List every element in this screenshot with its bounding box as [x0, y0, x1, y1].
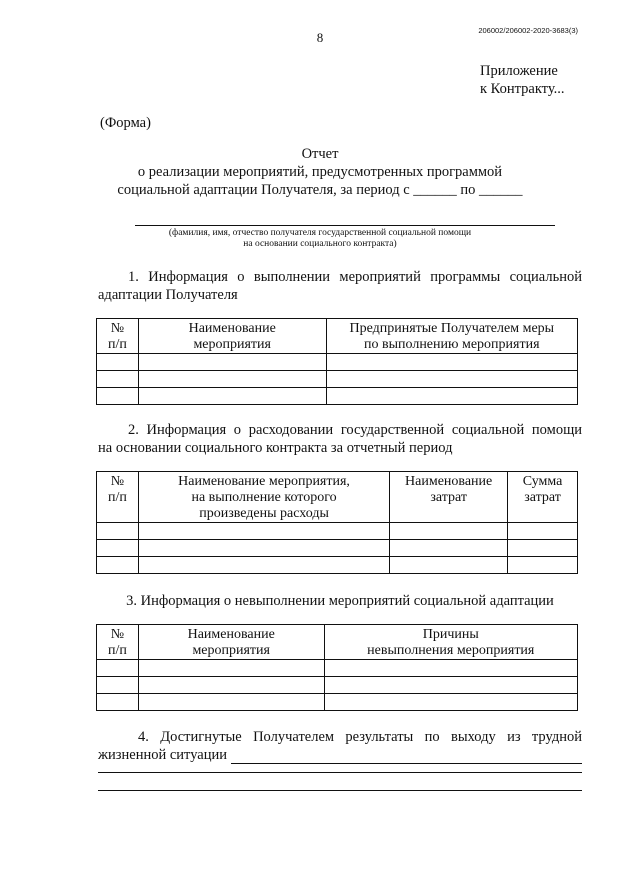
results-fill-line[interactable]: [231, 749, 582, 764]
document-id: 206002/206002-2020-3683(3): [478, 26, 578, 35]
section-4-word: по: [424, 729, 440, 745]
table-header-number: № п/п: [97, 625, 139, 660]
section-4: [98, 728, 582, 764]
table-cell[interactable]: [97, 354, 139, 371]
section-4-word: из: [507, 729, 521, 745]
table-cell[interactable]: [324, 694, 577, 711]
results-fill-line[interactable]: [98, 772, 582, 773]
table-row: [97, 677, 578, 694]
form-label: (Форма): [100, 115, 151, 131]
table-cell[interactable]: [390, 557, 508, 574]
section-3-heading: [98, 592, 582, 610]
table-cell[interactable]: [138, 388, 326, 405]
table-header-expense-name: Наименование затрат: [390, 472, 508, 523]
caption-line-1: (фамилия, имя, отчество получателя государственной социальной помощи: [168, 228, 472, 238]
table-row: [97, 557, 578, 574]
table-cell[interactable]: [324, 660, 577, 677]
caption-line-2: на основании социального контракта): [243, 239, 397, 249]
section-4-word: Получателем: [253, 729, 335, 745]
title-line-3: социальной адаптации Получателя, за период с ______ по ______: [117, 182, 523, 198]
section-1-table: [96, 318, 578, 405]
table-cell[interactable]: [508, 557, 578, 574]
section-1-heading: [98, 268, 582, 304]
table-cell[interactable]: [326, 388, 577, 405]
section-4-line-1: [98, 728, 582, 746]
table-cell[interactable]: [138, 354, 326, 371]
table-row: [97, 694, 578, 711]
section-4-number: 4.: [138, 729, 149, 745]
table-cell[interactable]: [138, 371, 326, 388]
table-cell[interactable]: [97, 694, 139, 711]
table-cell[interactable]: [326, 354, 577, 371]
recipient-name-caption: [0, 228, 640, 250]
table-cell[interactable]: [97, 660, 139, 677]
appendix-label: [480, 62, 565, 98]
table-cell[interactable]: [97, 677, 139, 694]
table-row: [97, 388, 578, 405]
table-cell[interactable]: [138, 540, 389, 557]
table-header-activity: Наименование мероприятия: [138, 319, 326, 354]
title-line-2: о реализации мероприятий, предусмотренных программой: [137, 164, 503, 180]
table-cell[interactable]: [326, 371, 577, 388]
section-1-line-2: адаптации Получателя: [98, 287, 238, 303]
table-cell[interactable]: [390, 540, 508, 557]
section-4-word: Достигнутые: [160, 729, 242, 745]
table-header-measures: Предпринятые Получателем меры по выполнению мероприятия: [326, 319, 577, 354]
appendix-line-1: Приложение: [480, 63, 558, 79]
table-row: [97, 523, 578, 540]
table-row: [97, 354, 578, 371]
section-3-table: [96, 624, 578, 711]
title-line-1: Отчет: [301, 146, 339, 162]
results-fill-line[interactable]: [98, 790, 582, 791]
table-cell[interactable]: [97, 540, 139, 557]
table-cell[interactable]: [138, 523, 389, 540]
table-header-number: № п/п: [97, 319, 139, 354]
table-cell[interactable]: [97, 388, 139, 405]
section-4-line-2: [98, 746, 582, 764]
table-cell[interactable]: [508, 523, 578, 540]
table-cell[interactable]: [138, 557, 389, 574]
table-cell[interactable]: [97, 557, 139, 574]
section-2-table: [96, 471, 578, 574]
table-header-activity: Наименование мероприятия, на выполнение которого произведены расходы: [138, 472, 389, 523]
section-2-line-1: 2. Информация о расходовании государственной социальной помощи: [128, 422, 582, 438]
section-1-line-1: 1. Информация о выполнении мероприятий программы социальной: [128, 269, 582, 285]
table-header-expense-sum: Сумма затрат: [508, 472, 578, 523]
table-row: [97, 660, 578, 677]
section-3-line-1: 3. Информация о невыполнении мероприятий социальной адаптации: [126, 593, 554, 609]
section-4-word: выходу: [450, 729, 496, 745]
table-cell[interactable]: [97, 371, 139, 388]
table-cell[interactable]: [508, 540, 578, 557]
page-number: 8: [316, 30, 324, 45]
recipient-name-line[interactable]: [135, 225, 555, 226]
report-title: [0, 145, 640, 199]
section-4-line-2-text: жизненной ситуации: [98, 747, 227, 763]
table-row: [97, 371, 578, 388]
table-cell[interactable]: [324, 677, 577, 694]
section-4-word: результаты: [345, 729, 414, 745]
table-cell[interactable]: [97, 523, 139, 540]
table-cell[interactable]: [138, 660, 324, 677]
appendix-line-2: к Контракту...: [480, 81, 565, 97]
table-header-reasons: Причины невыполнения мероприятия: [324, 625, 577, 660]
table-header-activity: Наименование мероприятия: [138, 625, 324, 660]
table-row: [97, 540, 578, 557]
section-4-word: трудной: [531, 729, 582, 745]
table-cell[interactable]: [138, 694, 324, 711]
table-cell[interactable]: [390, 523, 508, 540]
table-header-number: № п/п: [97, 472, 139, 523]
section-2-heading: [98, 421, 582, 457]
table-cell[interactable]: [138, 677, 324, 694]
section-2-line-2: на основании социального контракта за отчетный период: [98, 440, 453, 456]
